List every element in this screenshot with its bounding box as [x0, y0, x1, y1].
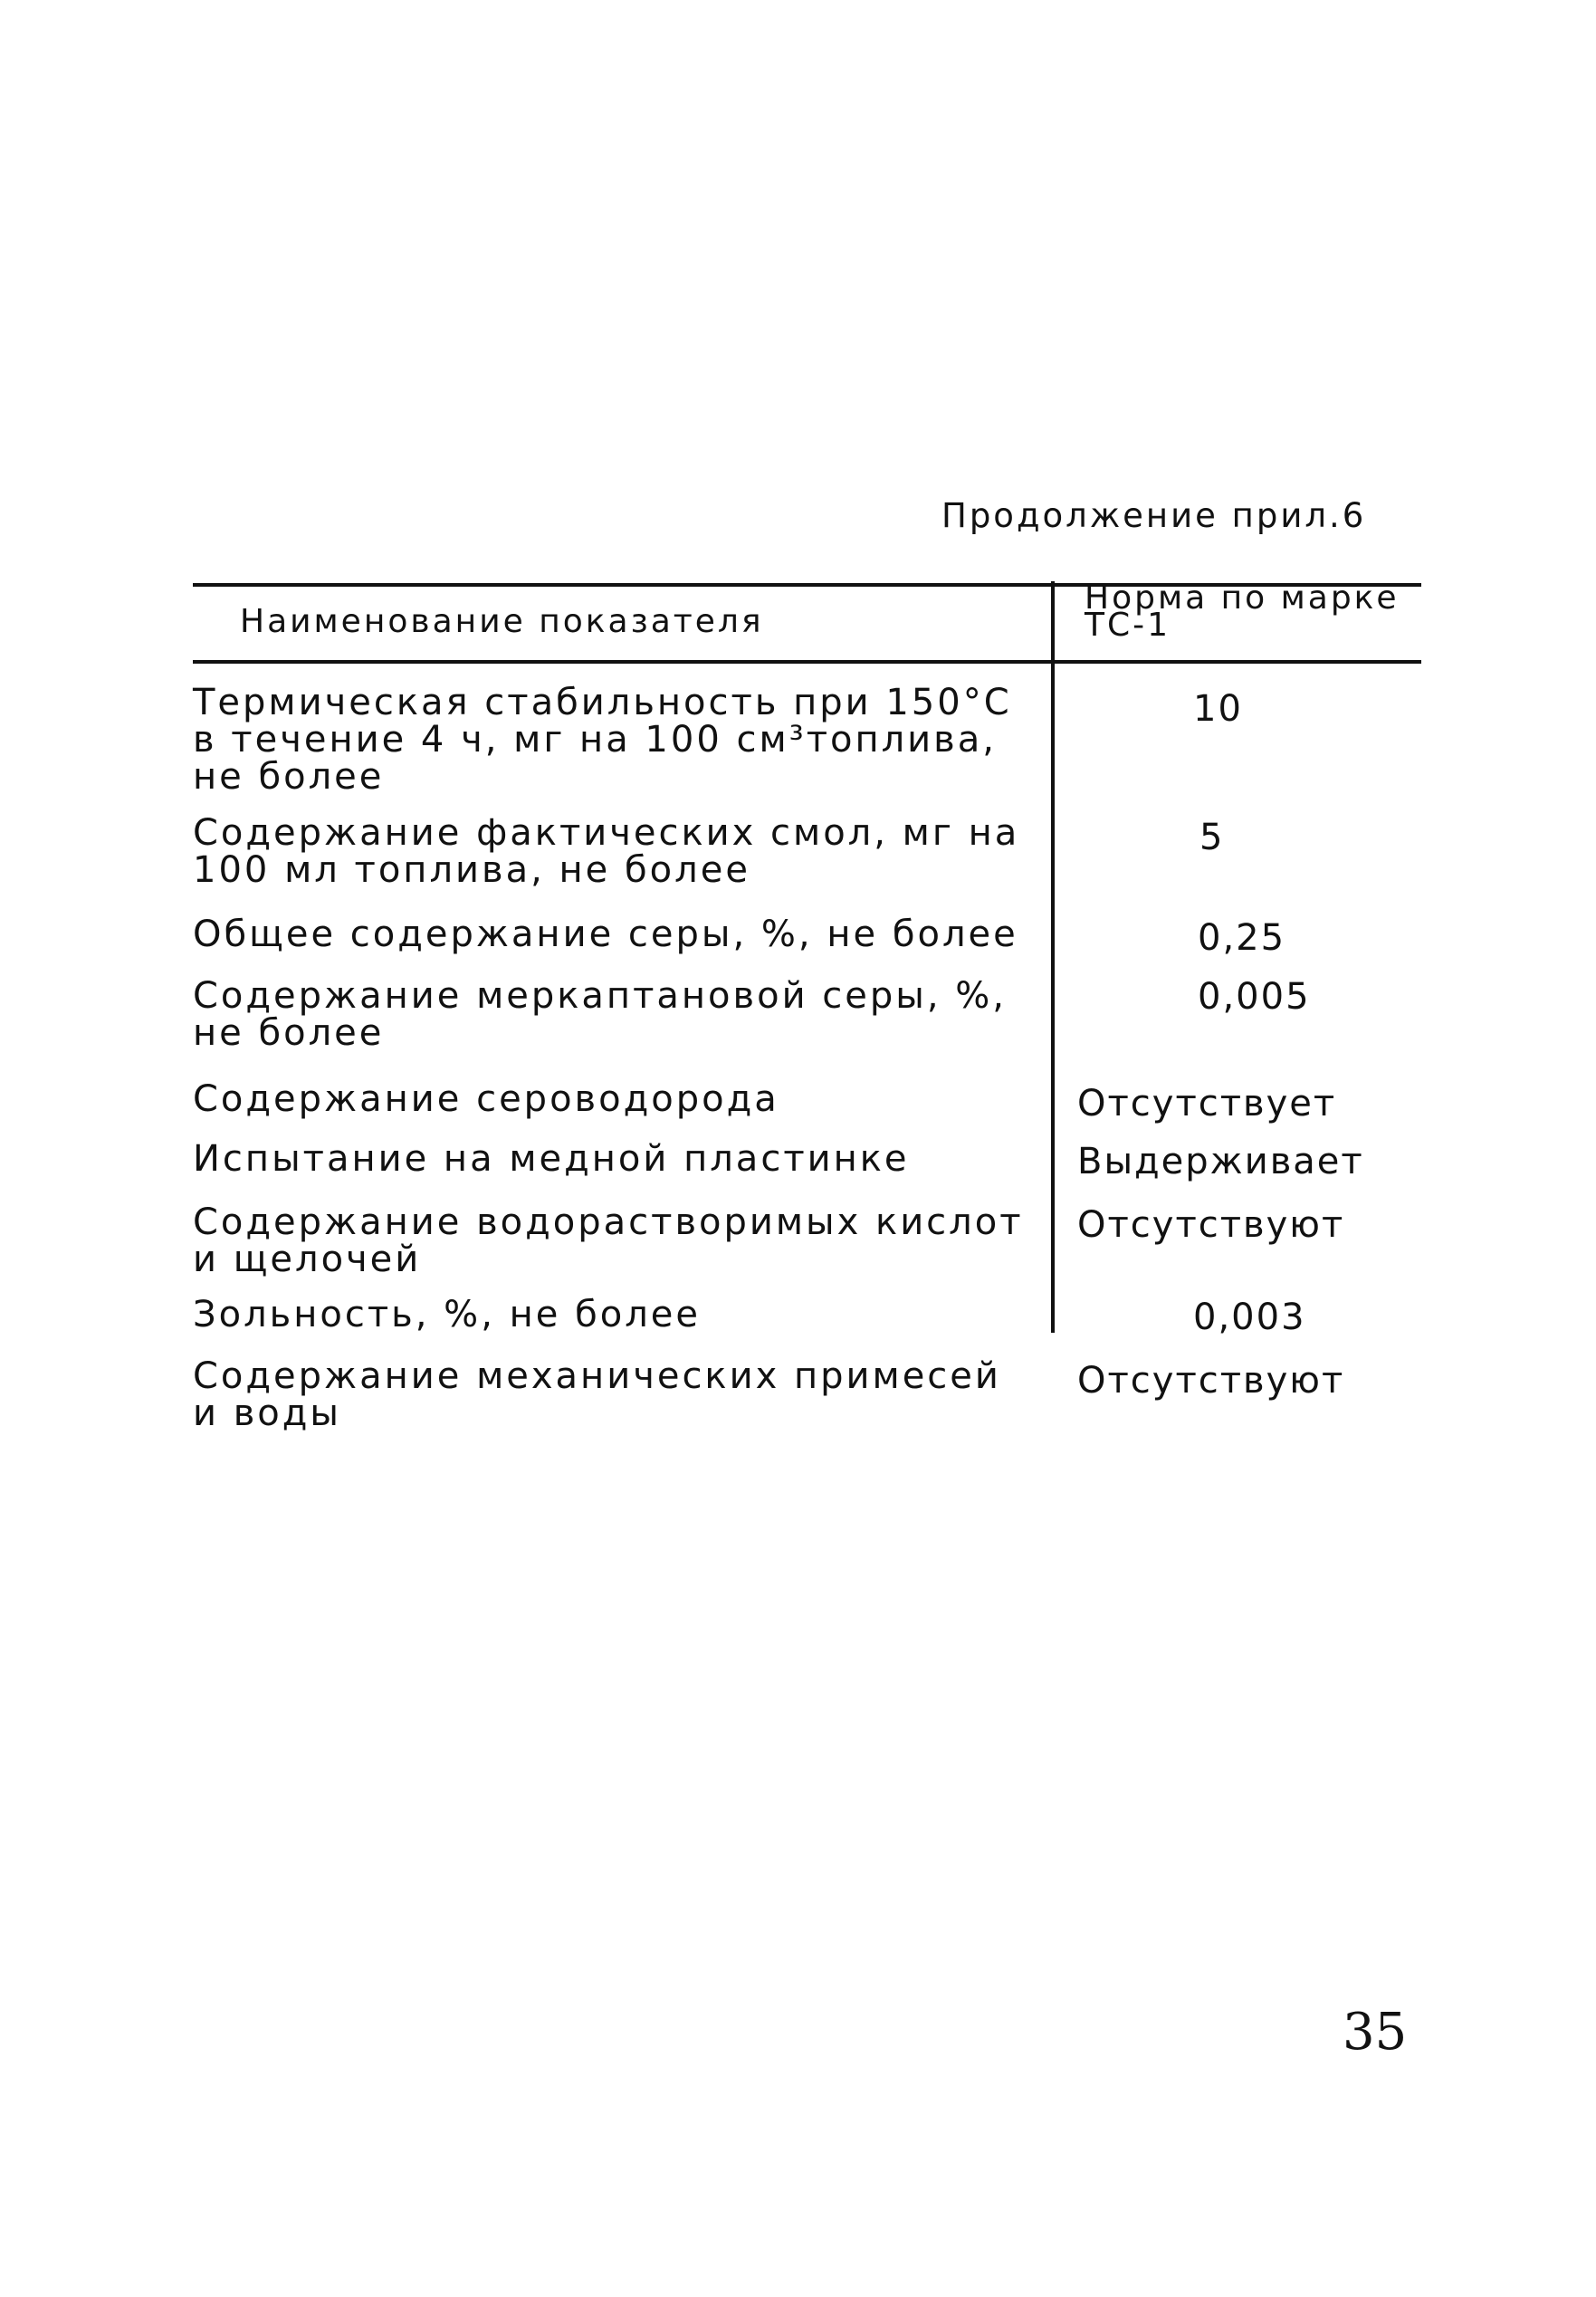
table-row-name: Испытание на медной пластинке [193, 1138, 910, 1180]
header-norm: Норма по марке ТС-1 [1085, 579, 1400, 644]
continuation-label: Продолжение прил.6 [941, 496, 1367, 535]
table-row-name: Содержание водорастворимых кислот и щелочей [193, 1201, 1024, 1280]
table-row-name: Содержание сероводорода [193, 1078, 779, 1120]
table-row-name: Термическая стабильность при 150°С в течение 4 ч, мг на 100 см³топлива, не более [193, 682, 1012, 798]
table-row-value: 0,25 [1198, 917, 1286, 959]
table-row-value: 0,003 [1193, 1297, 1306, 1338]
table-column-divider [1051, 581, 1055, 1333]
table-header-rule [193, 660, 1421, 664]
header-indicator-name: Наименование показателя [240, 603, 764, 640]
table-row-name: Содержание механических примесей и воды [193, 1355, 1001, 1434]
table-row-value: 0,005 [1198, 976, 1311, 1018]
page-number: 35 [1343, 2003, 1408, 2062]
table-row-value: Отсутствует [1077, 1083, 1337, 1125]
table-row-value: 10 [1193, 688, 1243, 730]
table-row-value: Выдерживает [1077, 1141, 1364, 1182]
table-row-name: Содержание меркаптановой серы, %, не более [193, 975, 1007, 1054]
table-row-name: Зольность, %, не более [193, 1294, 702, 1335]
table-row-name: Содержание фактических смол, мг на 100 мл топлива, не более [193, 812, 1020, 891]
table-row-value: 5 [1199, 817, 1225, 858]
table-row-value: Отсутствуют [1077, 1204, 1345, 1246]
table-row-name: Общее содержание серы, %, не более [193, 914, 1018, 955]
table-row-value: Отсутствуют [1077, 1360, 1345, 1402]
